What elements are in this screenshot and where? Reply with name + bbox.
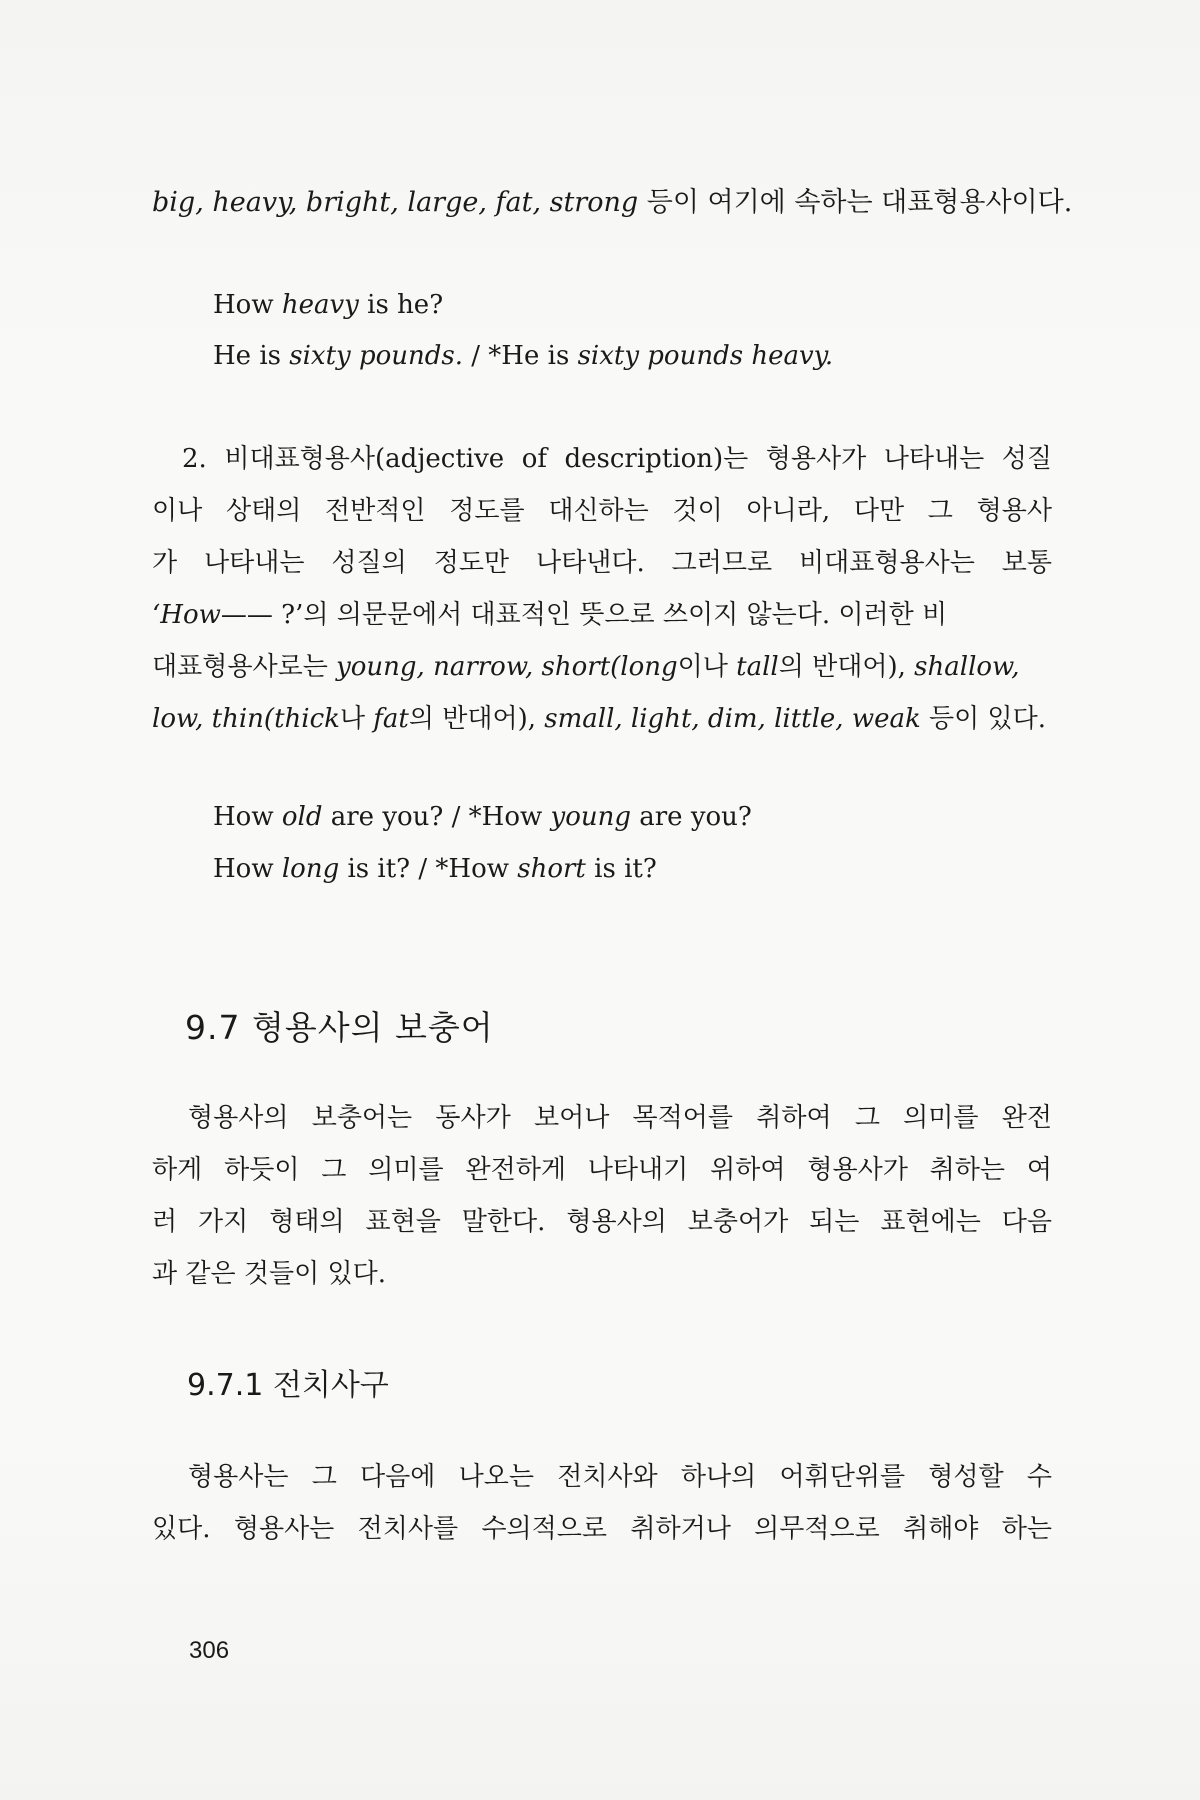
example2-line2 (213, 852, 657, 886)
ex2-italic: short (517, 854, 586, 884)
para2-line4 (152, 598, 1052, 632)
ex1-text: He is (213, 341, 290, 371)
ex2-italic: long (281, 854, 340, 884)
ex1-text: is he? (358, 290, 444, 320)
ex1-italic: heavy (281, 290, 359, 320)
para2-text: 이나 (677, 652, 737, 682)
para2-line3: 가 나타내는 성질의 정도만 나타낸다. 그러므로 비대표형용사는 보통 (152, 548, 1052, 578)
ex2-text: are you? / *How (322, 802, 551, 832)
para2-italic: young, narrow, short(long (336, 652, 678, 682)
section-line3: 러 가지 형태의 표현을 말한다. 형용사의 보충어가 되는 표현에는 다음 (152, 1207, 1052, 1237)
para2-how: ‘How (152, 600, 221, 630)
ex2-text: are you? (630, 802, 752, 832)
intro-rest: 등이 여기에 속하는 대표형용사이다. (638, 187, 1073, 218)
para2-italic: shallow, (914, 652, 1020, 682)
example2-line1 (213, 800, 752, 834)
para2-line1: 2. 비대표형용사(adjective of description)는 형용사가 나타내는 성질 (182, 444, 1052, 474)
para2-italic: small, light, dim, little, weak (544, 704, 921, 734)
para2-line2: 이나 상태의 전반적인 정도를 대신하는 것이 아니라, 다만 그 형용사 (152, 496, 1052, 526)
ex1-text: / *He is (463, 341, 578, 371)
section-line2: 하게 하듯이 그 의미를 완전하게 나타내기 위하여 형용사가 취하는 여 (152, 1155, 1052, 1185)
para2-text: 대표형용사로는 (152, 652, 337, 682)
section-line1: 형용사의 보충어는 동사가 보어나 목적어를 취하여 그 의미를 완전 (188, 1103, 1052, 1133)
example1-line2 (213, 339, 833, 373)
para2-text: 의 반대어), (408, 704, 545, 734)
para2-text: 등이 있다. (920, 704, 1046, 734)
subsection-line2: 있다. 형용사는 전치사를 수의적으로 취하거나 의무적으로 취해야 하는 (152, 1514, 1052, 1544)
section-line4: 과 같은 것들이 있다. (152, 1259, 386, 1289)
ex2-italic: old (281, 802, 323, 832)
subsection-heading: 9.7.1 전치사구 (187, 1368, 389, 1403)
para2-italic: tall (736, 652, 779, 682)
para2-line5 (152, 650, 1019, 684)
para2-text: 의 반대어), (778, 652, 915, 682)
para2-italic: fat (373, 704, 409, 734)
section-heading: 9.7 형용사의 보충어 (185, 1008, 494, 1047)
ex2-text: is it? (585, 854, 657, 884)
ex2-text: How (213, 802, 282, 832)
subsection-line1: 형용사는 그 다음에 나오는 전치사와 하나의 어휘단위를 형성할 수 (188, 1462, 1052, 1492)
para2-italic: low, thin(thick (152, 704, 340, 734)
intro-line (152, 186, 1072, 220)
ex1-text: How (213, 290, 282, 320)
ex1-italic: sixty pounds heavy. (577, 341, 834, 371)
para2-text: —— ?’의 의문문에서 대표적인 뜻으로 쓰이지 않는다. 이러한 비 (220, 600, 948, 630)
ex2-text: is it? / *How (339, 854, 518, 884)
para2-line6 (152, 702, 1046, 736)
ex2-italic: young (550, 802, 631, 832)
page-number: 306 (189, 1637, 230, 1664)
example1-line1 (213, 288, 443, 322)
ex1-italic: sixty pounds. (289, 341, 464, 371)
intro-adjectives: big, heavy, bright, large, fat, strong (152, 187, 639, 218)
para2-text: 나 (339, 704, 374, 734)
ex2-text: How (213, 854, 282, 884)
